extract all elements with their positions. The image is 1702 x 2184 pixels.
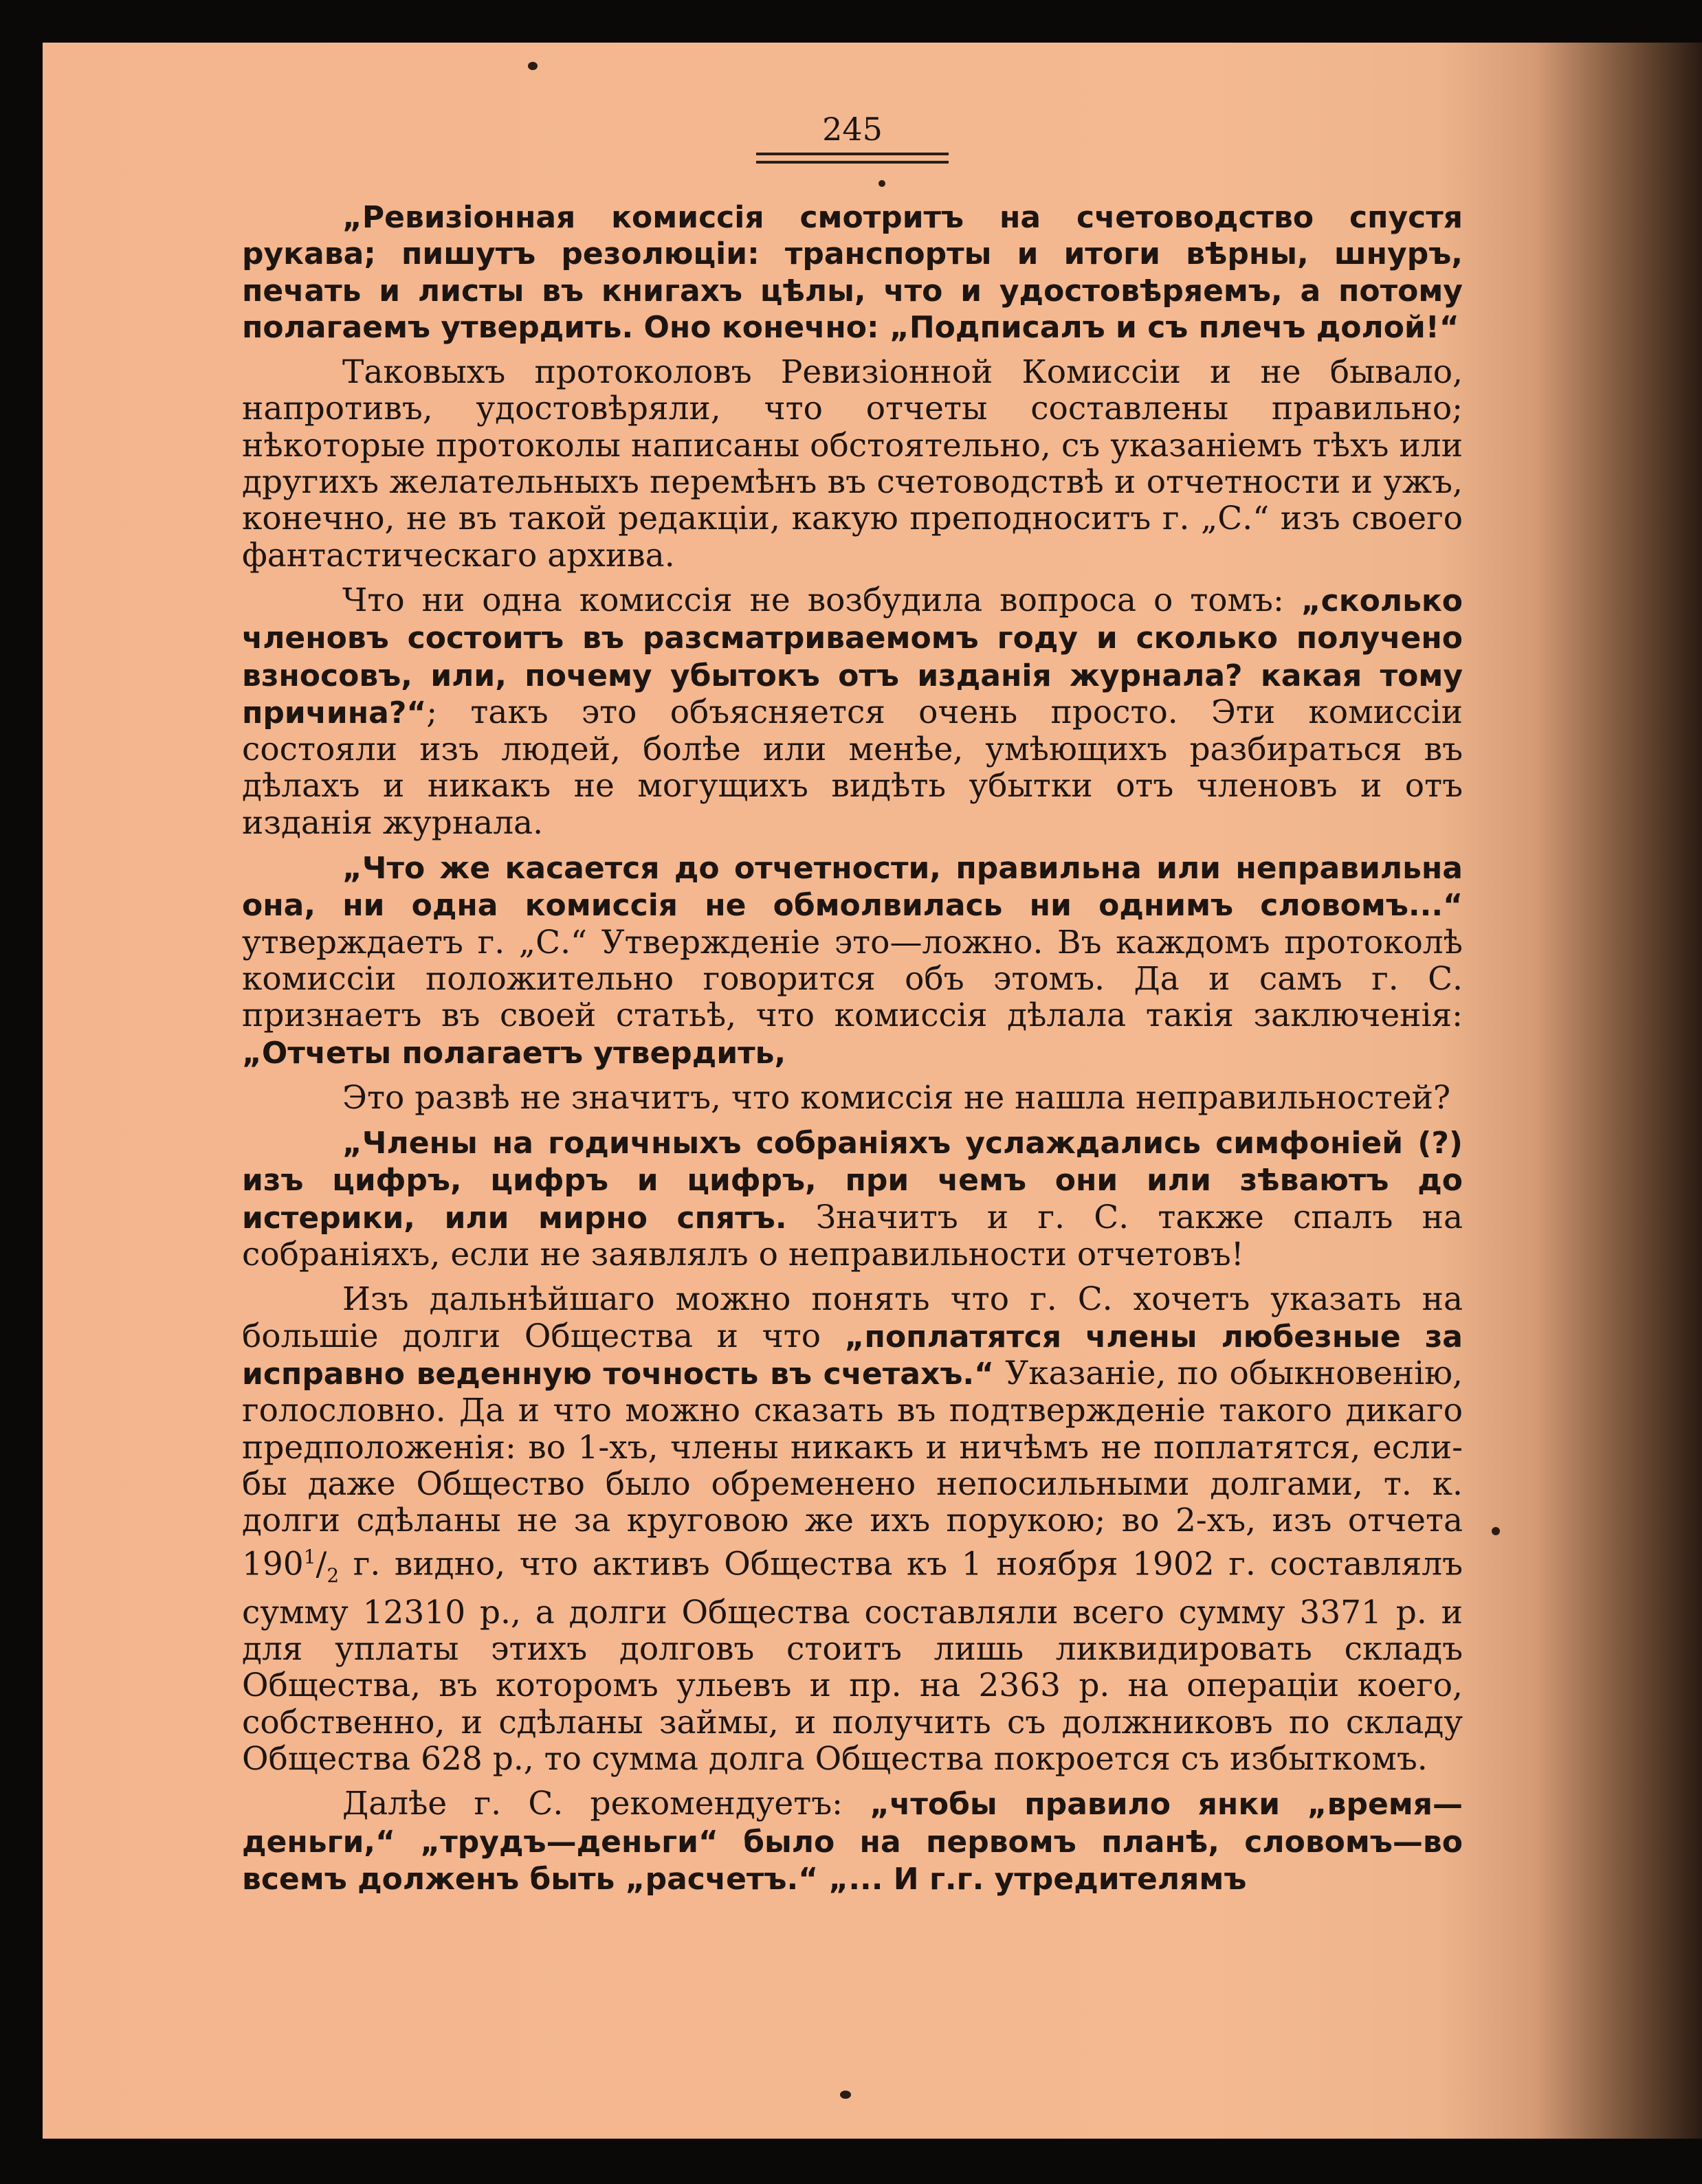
paragraph-7: Изъ дальнѣйшаго можно понять что г. С. хочетъ указать на большіе долги Общества и что „поплатятся члены любезные за исправно веденную точность въ счетахъ.“ Указаніе, по обыкновенію, голословно. Да и что можно сказать въ подтвержденіе такого дикаго предположенія: во 1-хъ, члены никакъ и ничѣмъ не поплатятся, если-бы даже Общество было обременено непосильными долгами, т. к. долги сдѣланы не за круговою же ихъ порукою; во 2-хъ, изъ отчета $190^1/_2$ г. видно, что активъ Общества къ 1 ноября 1902 г. составлялъ сумму 12310 р., а долги Общества составляли всего сумму 3371 р. и для уплаты этихъ долговъ стоитъ лишь ликвидировать складъ Общества, въ которомъ ульевъ и пр. на 2363 р. на операціи коего, собственно, и сдѣланы займы, и получить съ должниковъ по складу Общества 628 р., то сумма долга Общества покроется съ избыткомъ. bbox=[242, 1280, 1463, 1778]
ink-speck bbox=[528, 62, 538, 70]
paragraph-4-quote: „Что же касается до отчетности, правильна или неправильна она, ни одна комиссія не обмолвилась ни однимъ словомъ...“ bbox=[242, 851, 1463, 924]
paragraph-6-text: Значитъ и г. С. также спалъ на собраніяхъ, если не заявлялъ о неправильности отчетовъ! bbox=[242, 1198, 1463, 1274]
fraction-denominator: 2 bbox=[327, 1564, 340, 1587]
paragraph-6-quote: „Члены на годичныхъ собраніяхъ услаждались симфоніей (?) изъ цифръ, цифръ и цифръ, при чемъ они или зѣваютъ до истерики, или мирно спятъ. bbox=[242, 1126, 1463, 1236]
header-double-rule bbox=[756, 153, 949, 164]
page-text bbox=[242, 110, 1463, 1906]
ink-speck bbox=[1492, 1527, 1500, 1535]
paragraph-4-quote-end: „Отчеты полагаетъ утвердить, bbox=[242, 1035, 786, 1071]
paragraph-6 bbox=[242, 1124, 1463, 1273]
paragraph-3-quote: „сколько членовъ состоитъ въ разсматриваемомъ году и сколько получено взносовъ, или, почему убытокъ отъ изданія журнала? какая тому причина?“ bbox=[242, 583, 1463, 731]
paragraph-4-text: утверждаетъ г. „С.“ Утвержденіе это—ложно. Въ каждомъ протоколѣ комиссіи положительно говорится объ этомъ. Да и самъ г. С. признаетъ въ своей статьѣ, что комиссія дѣлала такія заключенія: bbox=[242, 923, 1463, 1035]
book-page bbox=[43, 43, 1702, 2139]
fraction-numerator: 1 bbox=[303, 1546, 316, 1569]
paragraph-7-text: Изъ дальнѣйшаго можно понять что г. С. хочетъ указать на большіе долги Общества и что bbox=[242, 1280, 1463, 1355]
ink-speck bbox=[840, 2091, 851, 2099]
paragraph-3-text-end: ; такъ это объясняется очень просто. Эти комиссіи состояли изъ людей, болѣе или менѣе, умѣющихъ разбираться въ дѣлахъ и никакъ не могущихъ видѣть убытки отъ членовъ и отъ изданія журнала. bbox=[242, 693, 1463, 842]
paragraph-1: „Ревизіонная комиссія смотритъ на счетоводство спустя рукава; пишутъ резолюціи: транспорты и итоги вѣрны, шнуръ, печать и листы въ книгахъ цѣлы, что и удостовѣряемъ, а потому полагаемъ утвердить. Оно конечно: „Подписалъ и съ плечъ долой!“ bbox=[242, 200, 1463, 345]
paragraph-7-text-end: г. видно, что активъ Общества къ 1 ноября 1902 г. составлялъ сумму 12310 р., а долги Общества составляли всего сумму 3371 р. и для уплаты этихъ долговъ стоитъ лишь ликвидировать складъ Общества, въ которомъ ульевъ и пр. на 2363 р. на операціи коего, собственно, и сдѣланы займы, и получить съ должниковъ по складу Общества 628 р., то сумма долга Общества покроется съ избыткомъ. bbox=[242, 1546, 1463, 1778]
paragraph-3 bbox=[242, 582, 1463, 841]
paragraph-7-quote: „поплатятся члены любезные за исправно веденную точность въ счетахъ.“ bbox=[242, 1319, 1463, 1392]
paragraph-2: Таковыхъ протоколовъ Ревизіонной Комиссіи и не бывало, напротивъ, удостовѣряли, что отчеты составлены правильно; нѣкоторые протоколы написаны обстоятельно, съ указаніемъ тѣхъ или другихъ желательныхъ перемѣнъ въ счетоводствѣ и отчетности и ужъ, конечно, не въ такой редакціи, какую преподноситъ г. „С.“ изъ своего фантастическаго архива. bbox=[242, 353, 1463, 575]
paragraph-4 bbox=[242, 849, 1463, 1071]
page-number: 245 bbox=[822, 111, 883, 148]
paragraph-8-quote: „чтобы правило янки „время—деньги,“ „трудъ—деньги“ было на первомъ планѣ, словомъ—во всемъ долженъ быть „расчетъ.“ „... И г.г. утредителямъ bbox=[242, 1787, 1463, 1897]
paragraph-7-text-mid: Указаніе, по обыкновенію, голословно. Да и что можно сказать въ подтвержденіе такого дикаго предположенія: во 1-хъ, члены никакъ и ничѣмъ не поплатятся, если-бы даже Общество было обременено непосильными долгами, т. к. долги сдѣланы не за круговою же ихъ порукою; во 2-хъ, изъ отчета 190 bbox=[242, 1354, 1463, 1584]
paragraph-8-text: Далѣе г. С. рекомендуетъ: bbox=[342, 1785, 870, 1823]
paragraph-3-text: Что ни одна комиссія не возбудила вопроса о томъ: bbox=[342, 581, 1301, 619]
paragraph-8 bbox=[242, 1785, 1463, 1897]
paragraph-5: Это развѣ не значитъ, что комиссія не нашла неправильностей? bbox=[342, 1078, 1451, 1117]
